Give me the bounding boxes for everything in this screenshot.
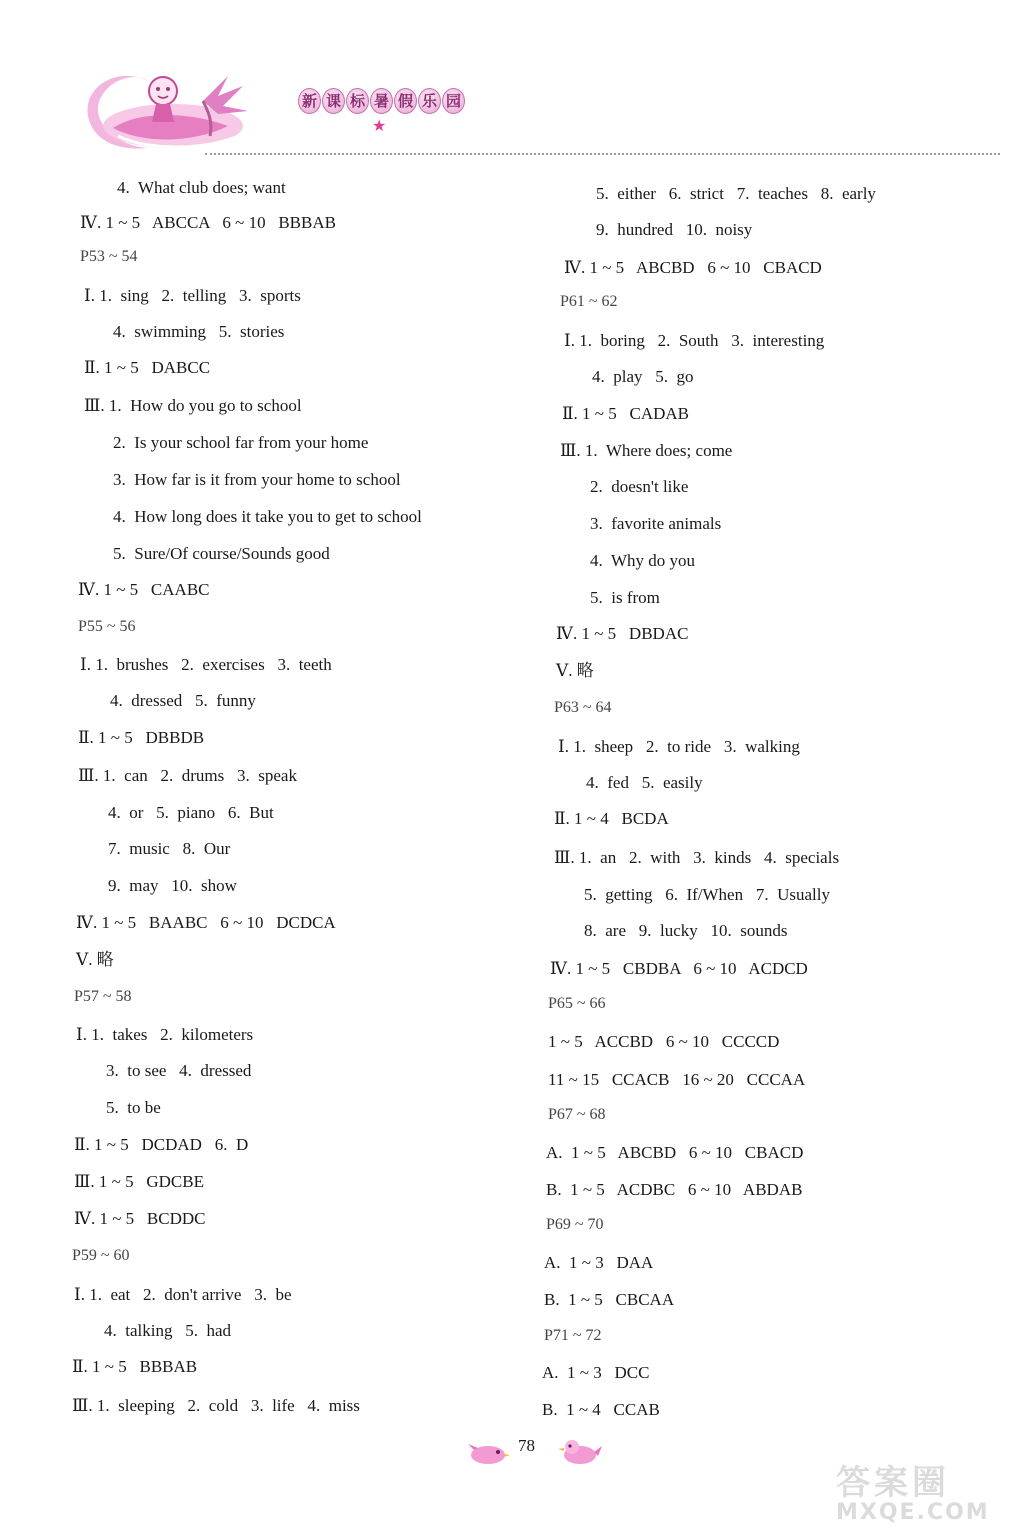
answer-line: Ⅲ. 1. How do you go to school <box>84 396 302 415</box>
page-range-heading: P65 ~ 66 <box>548 995 606 1012</box>
page-number: 78 <box>518 1436 535 1455</box>
watermark <box>836 1455 1006 1527</box>
answer-line: Ⅰ. 1. sheep 2. to ride 3. walking <box>558 737 800 756</box>
answer-line: Ⅰ. 1. sing 2. telling 3. sports <box>84 286 301 305</box>
answer-line: 4. fed 5. easily <box>586 773 703 792</box>
surfing-kid-logo-icon <box>78 56 268 156</box>
answer-line: 4. talking 5. had <box>104 1321 232 1340</box>
answer-line: 9. may 10. show <box>108 876 237 895</box>
answer-line: 3. to see 4. dressed <box>106 1061 252 1080</box>
page-range-heading: P71 ~ 72 <box>544 1327 602 1344</box>
answer-line: Ⅰ. 1. boring 2. South 3. interesting <box>564 331 825 350</box>
answer-line: 4. play 5. go <box>592 367 694 386</box>
answer-line: 8. are 9. lucky 10. sounds <box>584 921 788 940</box>
answer-line: 4. dressed 5. funny <box>110 691 256 710</box>
page-range-heading: P63 ~ 64 <box>554 699 612 716</box>
answer-line: Ⅱ. 1 ~ 5 DCDAD 6. D <box>74 1135 249 1154</box>
page-range-heading: P61 ~ 62 <box>560 293 618 310</box>
logo-title-char: 新 <box>298 88 321 114</box>
answer-line: Ⅱ. 1 ~ 5 DABCC <box>84 358 211 377</box>
answer-line: 5. either 6. strict 7. teaches 8. early <box>596 184 876 203</box>
answer-line: 4. How long does it take you to get to school <box>113 507 422 526</box>
answer-line: 4. swimming 5. stories <box>113 322 285 341</box>
answer-line: 3. favorite animals <box>590 514 722 533</box>
answer-line: B. 1 ~ 5 ACDBC 6 ~ 10 ABDAB <box>546 1180 803 1199</box>
answer-line: 9. hundred 10. noisy <box>596 220 753 239</box>
logo-title-char: 园 <box>442 88 465 114</box>
logo-title-char: 乐 <box>418 88 441 114</box>
page-range-heading: P53 ~ 54 <box>80 248 138 265</box>
answer-line: Ⅱ. 1 ~ 5 BBBAB <box>72 1357 198 1376</box>
answer-line: Ⅱ. 1 ~ 5 DBBDB <box>78 728 205 747</box>
page-range-heading: P69 ~ 70 <box>546 1216 604 1233</box>
page-range-heading: P59 ~ 60 <box>72 1247 130 1264</box>
pink-bird-icon <box>558 1438 602 1466</box>
answer-line: Ⅲ. 1. can 2. drums 3. speak <box>78 766 297 785</box>
answer-line: Ⅴ. 略 <box>556 661 594 680</box>
logo-title-char: 暑 <box>370 88 393 114</box>
page-range-heading: P55 ~ 56 <box>78 618 136 635</box>
answer-line: 1 ~ 5 ACCBD 6 ~ 10 CCCCD <box>548 1032 780 1051</box>
answer-line: B. 1 ~ 4 CCAB <box>542 1400 660 1419</box>
answer-line: 5. Sure/Of course/Sounds good <box>113 544 330 563</box>
page-footer <box>460 1432 600 1472</box>
answer-line: Ⅰ. 1. brushes 2. exercises 3. teeth <box>80 655 332 674</box>
answer-line: Ⅱ. 1 ~ 5 CADAB <box>562 404 690 423</box>
answer-line: 4. What club does; want <box>117 178 286 197</box>
answer-line: Ⅳ. 1 ~ 5 CBDBA 6 ~ 10 ACDCD <box>550 959 808 978</box>
page-range-heading: P67 ~ 68 <box>548 1106 606 1123</box>
answer-line: A. 1 ~ 3 DAA <box>544 1253 654 1272</box>
answer-line: Ⅳ. 1 ~ 5 CAABC <box>78 580 210 599</box>
answer-line: A. 1 ~ 3 DCC <box>542 1363 650 1382</box>
answer-line: 2. Is your school far from your home <box>113 433 369 452</box>
answer-line: Ⅲ. 1 ~ 5 GDCBE <box>74 1172 204 1191</box>
watermark-main: 答案圈 <box>836 1463 950 1503</box>
answer-line: 3. How far is it from your home to school <box>113 470 401 489</box>
answer-line: Ⅳ. 1 ~ 5 BCDDC <box>74 1209 206 1228</box>
page-range-heading: P57 ~ 58 <box>74 988 132 1005</box>
answer-line: 4. Why do you <box>590 551 695 570</box>
answer-line: 11 ~ 15 CCACB 16 ~ 20 CCCAA <box>548 1070 806 1089</box>
answer-line: Ⅳ. 1 ~ 5 DBDAC <box>556 624 689 643</box>
answer-line: Ⅱ. 1 ~ 4 BCDA <box>554 809 669 828</box>
answer-line: Ⅳ. 1 ~ 5 ABCBD 6 ~ 10 CBACD <box>564 258 822 277</box>
answer-line: 4. or 5. piano 6. But <box>108 803 274 822</box>
answer-line: A. 1 ~ 5 ABCBD 6 ~ 10 CBACD <box>546 1143 804 1162</box>
answer-line: Ⅰ. 1. eat 2. don't arrive 3. be <box>74 1285 292 1304</box>
logo-title-char: 课 <box>322 88 345 114</box>
answer-line: Ⅲ. 1. an 2. with 3. kinds 4. specials <box>554 848 840 867</box>
logo-title <box>298 88 465 114</box>
answer-line: 5. getting 6. If/When 7. Usually <box>584 885 830 904</box>
answer-line: 2. doesn't like <box>590 477 689 496</box>
answer-line: B. 1 ~ 5 CBCAA <box>544 1290 675 1309</box>
answer-line: Ⅴ. 略 <box>76 950 114 969</box>
answer-line: 5. is from <box>590 588 660 607</box>
answer-line: 5. to be <box>106 1098 161 1117</box>
answer-line: 7. music 8. Our <box>108 839 231 858</box>
answer-line: Ⅰ. 1. takes 2. kilometers <box>76 1025 254 1044</box>
answer-line: Ⅲ. 1. Where does; come <box>560 441 733 460</box>
star-icon: ★ <box>372 118 387 135</box>
answer-line: Ⅳ. 1 ~ 5 BAABC 6 ~ 10 DCDCA <box>76 913 336 932</box>
logo-title-char: 假 <box>394 88 417 114</box>
pink-bird-icon <box>466 1440 510 1466</box>
answer-line: Ⅳ. 1 ~ 5 ABCCA 6 ~ 10 BBBAB <box>80 213 336 232</box>
watermark-sub: MXQE.COM <box>836 1500 990 1525</box>
answer-line: Ⅲ. 1. sleeping 2. cold 3. life 4. miss <box>72 1396 360 1415</box>
logo-title-char: 标 <box>346 88 369 114</box>
header-divider <box>205 153 1000 155</box>
page-header <box>60 50 1010 160</box>
